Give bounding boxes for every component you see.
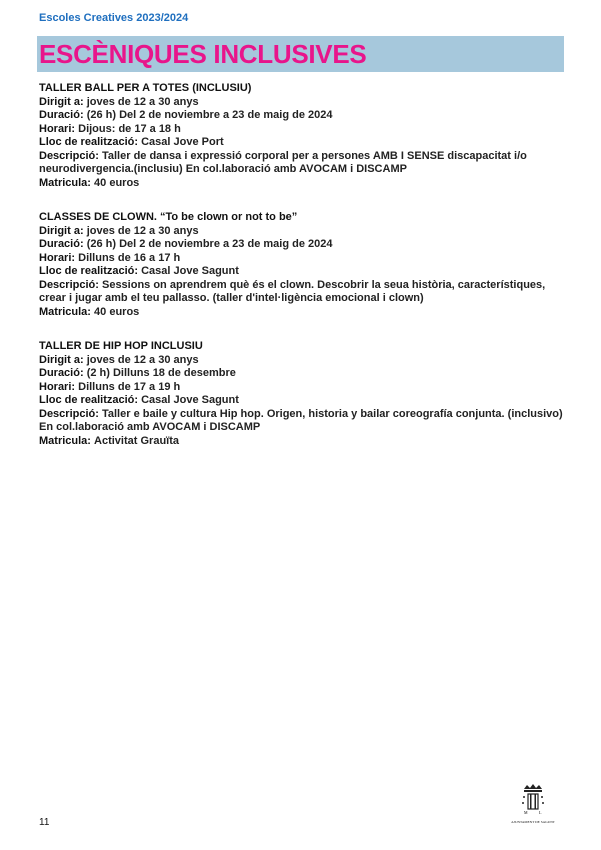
activity-title: TALLER DE HIP HOP INCLUSIU [39,340,203,352]
dirigit-label: Dirigit a: [39,224,84,237]
matricula-label: Matricula: [39,434,91,447]
title-band [37,36,564,72]
dirigit-value: joves de 12 a 30 anys [86,353,199,366]
activity-horari [39,381,569,395]
descripcio-label: Descripció: [39,149,99,162]
document-subtitle: Escoles Creatives 2023/2024 [39,12,189,24]
svg-text:M: M [524,810,528,815]
activity-duracio [39,238,569,252]
activity-horari [39,252,569,266]
lloc-value: Casal Jove Sagunt [141,265,239,277]
horari-value: Dilluns de 16 a 17 h [78,251,181,264]
page-number: 11 [39,817,50,828]
descripcio-label: Descripció: [39,407,99,420]
activity-duracio [39,367,569,381]
duracio-label: Duració: [39,109,84,121]
activity-lloc [39,265,569,279]
activity-matricula [39,177,569,191]
horari-value: Dijous: de 17 a 18 h [78,122,181,135]
duracio-label: Duració: [39,238,84,250]
descripcio-value: Sessions on aprendrem què és el clown. Descobrir la seua història, característiques, crear i jugar amb el teu pallasso. (taller d'intel·ligència emocional i clown) [39,278,546,304]
activity-descripcio [39,150,569,177]
duracio-value: (2 h) Dilluns 18 de desembre [86,367,236,379]
activity-horari [39,123,569,137]
duracio-value: (26 h) Del 2 de noviembre a 23 de maig de 2024 [86,238,333,250]
city-council-logo [505,783,561,829]
descripcio-value: Taller de dansa i expressió corporal per a persones AMB I SENSE discapacitat i/o neurodivergencia.(inclusiu) En col.laboració amb AVOCAM i DISCAMP [39,149,527,175]
lloc-value: Casal Jove Port [141,136,224,148]
activity-dirigit [39,354,569,368]
activity-title: TALLER BALL PER A TOTES (INCLUSIU) [39,82,252,94]
activity-title: CLASSES DE CLOWN. “To be clown or not to be” [39,211,298,223]
activity-lloc [39,394,569,408]
activity-section [39,211,569,319]
matricula-value: Activitat Grauïta [94,434,179,447]
coat-of-arms-icon [518,783,548,815]
activity-dirigit [39,96,569,110]
lloc-label: Lloc de realització: [39,265,139,277]
activity-lloc [39,136,569,150]
descripcio-value: Taller e baile y cultura Hip hop. Origen, historia y bailar coreografía conjunta. (inclusivo) En col.laboració amb AVOCAM i DISCAMP [39,407,563,433]
dirigit-label: Dirigit a: [39,95,84,108]
matricula-value: 40 euros [94,305,140,318]
horari-value: Dilluns de 17 a 19 h [78,380,181,393]
horari-label: Horari: [39,251,76,264]
descripcio-label: Descripció: [39,278,99,291]
dirigit-label: Dirigit a: [39,353,84,366]
activity-dirigit [39,225,569,239]
activity-matricula [39,306,569,320]
matricula-label: Matricula: [39,305,91,318]
activity-descripcio [39,279,569,306]
activity-descripcio [39,408,569,435]
activity-duracio [39,109,569,123]
activity-matricula [39,435,569,449]
activity-section [39,340,569,448]
matricula-value: 40 euros [94,176,140,189]
dirigit-value: joves de 12 a 30 anys [86,95,199,108]
horari-label: Horari: [39,380,76,393]
lloc-label: Lloc de realització: [39,136,139,148]
lloc-label: Lloc de realització: [39,394,139,406]
duracio-label: Duració: [39,367,84,379]
dirigit-value: joves de 12 a 30 anys [86,224,199,237]
matricula-label: Matricula: [39,176,91,189]
activity-section [39,82,569,190]
duracio-value: (26 h) Del 2 de noviembre a 23 de maig de 2024 [86,109,333,121]
lloc-value: Casal Jove Sagunt [141,394,239,406]
logo-text: AJUNTAMENT DE SAGUNT [511,820,555,824]
page-title: ESCÈNIQUES INCLUSIVES [39,39,367,69]
horari-label: Horari: [39,122,76,135]
svg-text:L: L [539,810,542,815]
